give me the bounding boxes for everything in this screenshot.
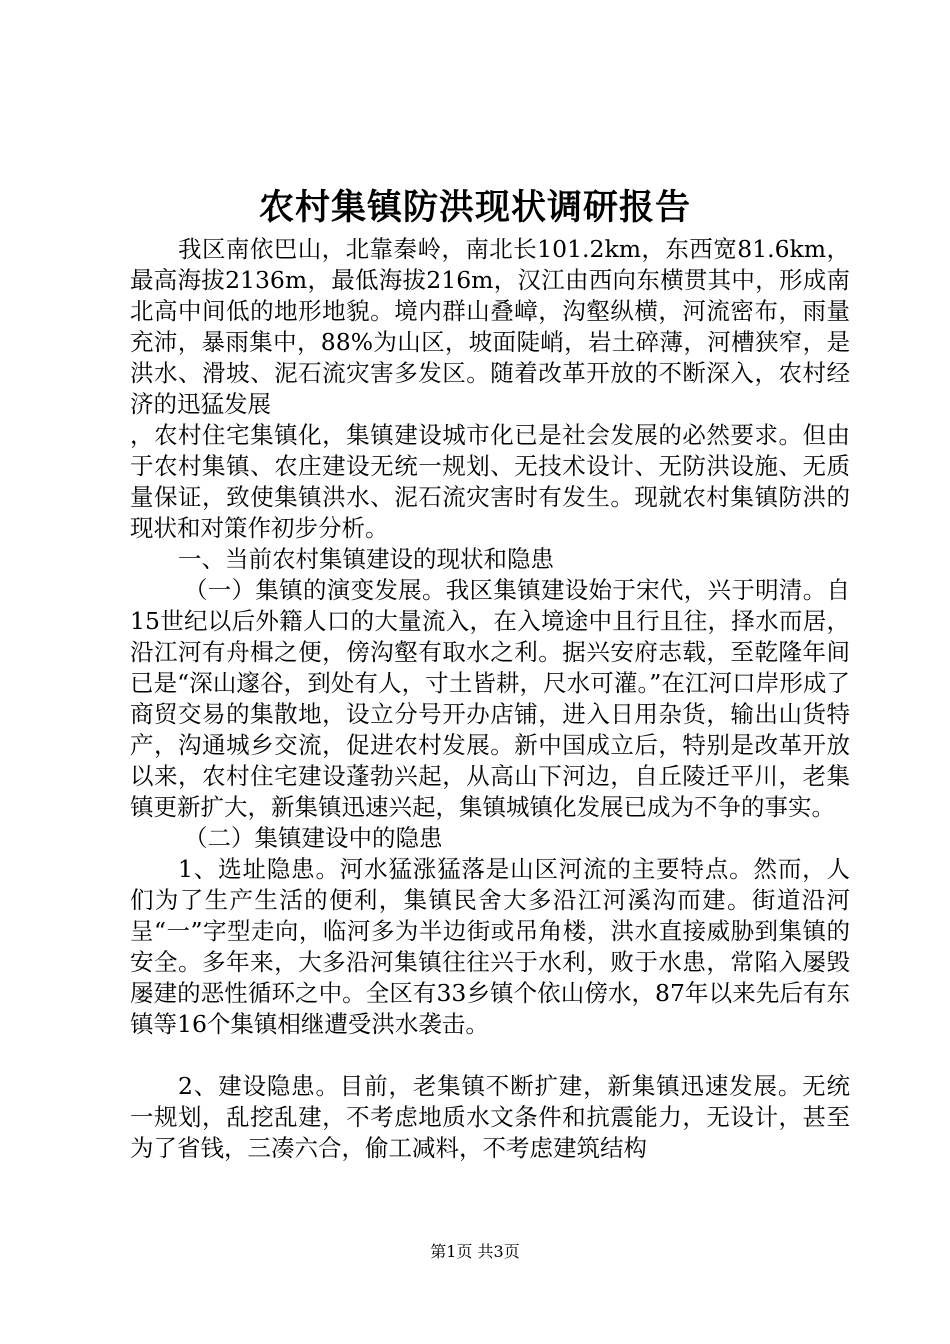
paragraph-intro-continued: ，农村住宅集镇化，集镇建设城市化已是社会发展的必然要求。但由于农村集镇、农庄建设无统一规划、无技术设计、无防洪设施、无质量保证，致使集镇洪水、泥石流灾害时有发生。现就农村集镇防洪的现状和对策作初步分析。 xyxy=(130,421,850,542)
paragraph-gap xyxy=(130,1040,850,1071)
paragraph-evolution: （一）集镇的演变发展。我区集镇建设始于宋代，兴于明清。自15世纪以后外籍人口的大量流入，在入境途中且行且往，择水而居，沿江河有舟楫之便，傍沟壑有取水之利。据兴安府志载，至乾隆年间已是“深山邃谷，到处有人，寸土皆耕，尺水可灌。”在江河口岸形成了商贸交易的集散地，设立分号开办店铺，进入日用杂货，输出山货特产，沟通城乡交流，促进农村发展。新中国成立后，特别是改革开放以来，农村住宅建设蓬勃兴起，从高山下河边，自丘陵迁平川，老集镇更新扩大，新集镇迅速兴起，集镇城镇化发展已成为不争的事实。 xyxy=(130,576,850,821)
paragraph-construction-risk: 2、建设隐患。目前，老集镇不断扩建，新集镇迅速发展。无统一规划，乱挖乱建，不考虑地质水文条件和抗震能力，无设计，甚至为了省钱，三凑六合，偷工减料，不考虑建筑结构 xyxy=(130,1072,850,1162)
paragraph-site-risk: 1、选址隐患。河水猛涨猛落是山区河流的主要特点。然而，人们为了生产生活的便利，集镇民舍大多沿江河溪沟而建。街道沿河呈“一”字型走向，临河多为半边街或吊角楼，洪水直接威胁到集镇的安全。多年来，大多沿河集镇往往兴于水利，败于水患，常陷入屡毁屡建的恶性循环之中。全区有33乡镇个依山傍水，87年以来先后有东镇等16个集镇相继遭受洪水袭击。 xyxy=(130,855,850,1038)
document-body xyxy=(130,234,850,1164)
page-footer: 第1页 共3页 xyxy=(430,1242,520,1261)
section-heading-1: 一、当前农村集镇建设的现状和隐患 xyxy=(178,545,554,573)
subsection-heading-2: （二）集镇建设中的隐患 xyxy=(184,824,443,852)
document-title: 农村集镇防洪现状调研报告 xyxy=(258,187,691,228)
paragraph-intro: 我区南依巴山，北靠秦岭，南北长101.2km，东西宽81.6km，最高海拔2136m，最低海拔216m，汉江由西向东横贯其中，形成南北高中间低的地形地貌。境内群山叠嶂，沟壑纵横，河流密布，雨量充沛，暴雨集中，88%为山区，坡面陡峭，岩土碎薄，河槽狭窄，是洪水、滑坡、泥石流灾害多发区。随着改革开放的不断深入，农村经济的迅猛发展 xyxy=(130,235,850,418)
